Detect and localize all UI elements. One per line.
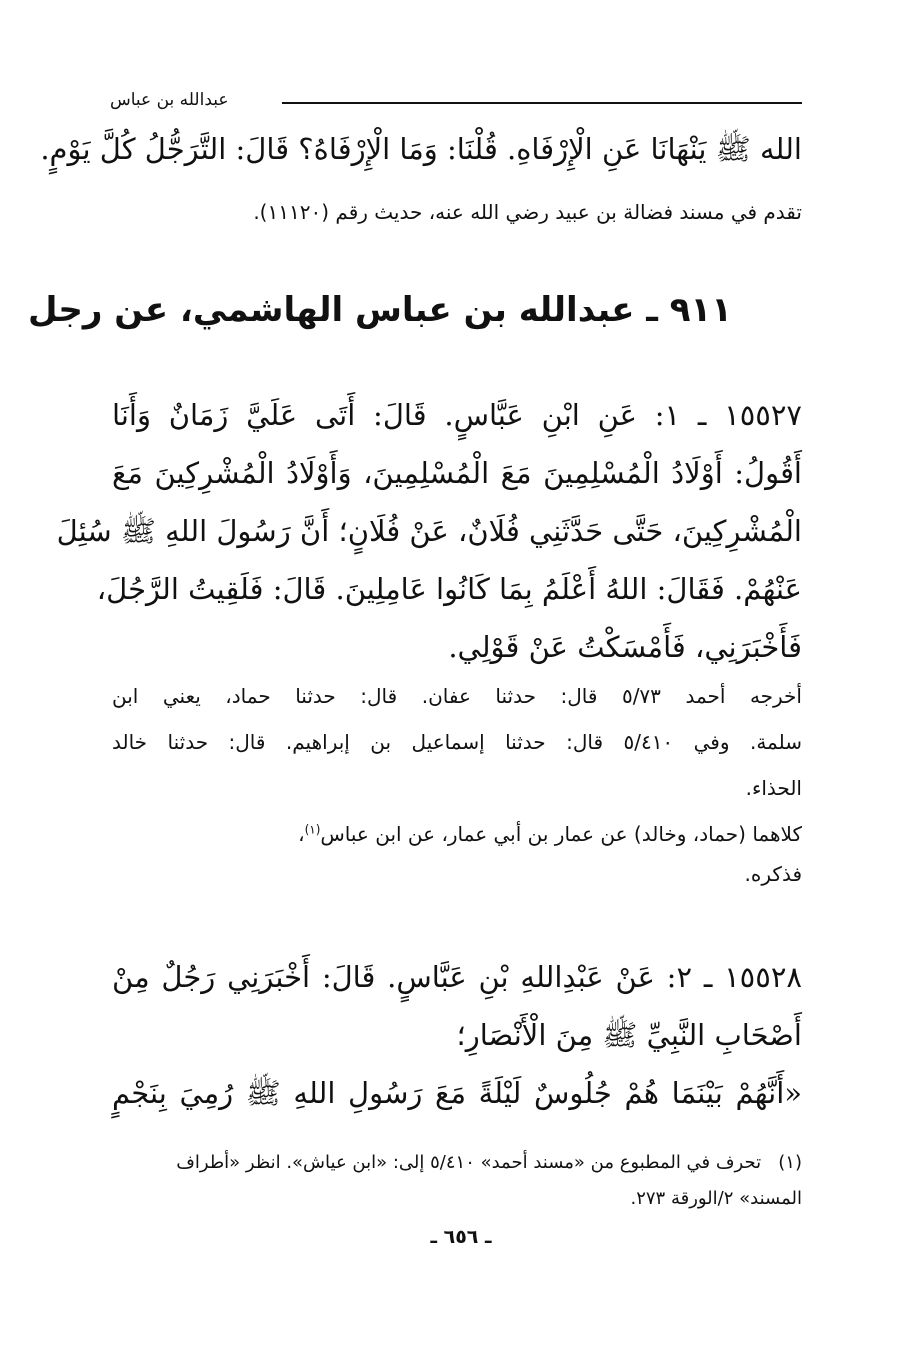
comma-mark: ، [298, 822, 305, 846]
running-header [110, 92, 802, 122]
takhrij-line [112, 822, 802, 846]
section-heading: ٩١١ ـ عبدالله بن عباس الهاشمي، عن رجل [28, 290, 732, 330]
takhrij-line: الحذاء. [745, 776, 802, 800]
footnote-line [112, 1188, 802, 1209]
footnote-text: المسند» ٢/الورقة ٢٧٣. [630, 1188, 802, 1209]
footnote-line [112, 1152, 802, 1173]
takhrij-line: فذكره. [744, 862, 802, 886]
footnote-marker: (١) [778, 1152, 802, 1173]
takhrij-line: أخرجه أحمد ٥/٧٣ قال: حدثنا عفان. قال: حدثنا حماد، يعني ابن [112, 684, 802, 708]
hadith-line: ١٥٥٢٧ ـ ١: عَنِ ابْنِ عَبَّاسٍ. قَالَ: أَتَى عَلَيَّ زَمَانٌ وَأَنَا [112, 398, 803, 432]
takhrij-line: سلمة. وفي ٥/٤١٠ قال: حدثنا إسماعيل بن إبراهيم. قال: حدثنا خالد [112, 730, 802, 754]
hadith-line: «أَنَّهُمْ بَيْنَمَا هُمْ جُلُوسٌ لَيْلَةً مَعَ رَسُولِ اللهِ ﷺ رُمِيَ بِنَجْمٍ [112, 1076, 802, 1110]
hadith-line: أَصْحَابِ النَّبِيِّ ﷺ مِنَ الْأَنْصَارِ؛ [456, 1018, 802, 1052]
hadith-line: أَقُولُ: أَوْلَادُ الْمُسْلِمِينَ مَعَ الْمُسْلِمِينَ، وَأَوْلَادُ الْمُشْرِكِينَ مَعَ [112, 456, 802, 490]
page-number: ـ ٦٥٦ ـ [430, 1226, 492, 1248]
hadith-line: فَأَخْبَرَنِي، فَأَمْسَكْتُ عَنْ قَوْلِي. [448, 630, 802, 664]
header-rule [282, 102, 802, 104]
continuation-line: الله ﷺ يَنْهَانَا عَنِ الْإِرْفَاهِ. قُلْنَا: وَمَا الْإِرْفَاهُ؟ قَالَ: التَّرَجُّلُ كُلَّ يَوْمٍ. [40, 132, 802, 166]
hadith-line: عَنْهُمْ. فَقَالَ: اللهُ أَعْلَمُ بِمَا كَانُوا عَامِلِينَ. قَالَ: فَلَقِيتُ الرَّجُلَ، [96, 572, 802, 606]
hadith-line: ١٥٥٢٨ ـ ٢: عَنْ عَبْدِاللهِ بْنِ عَبَّاسٍ. قَالَ: أَخْبَرَنِي رَجُلٌ مِنْ [112, 960, 802, 994]
running-title: عبدالله بن عباس [110, 90, 229, 110]
footnote-text: تحرف في المطبوع من «مسند أحمد» ٥/٤١٠ إلى: «ابن عياش». انظر «أطراف [176, 1152, 762, 1173]
hadith-line: الْمُشْرِكِينَ، حَتَّى حَدَّثَنِي فُلَانٌ، عَنْ فُلَانٍ؛ أَنَّ رَسُولَ اللهِ ﷺ سُئِلَ [56, 514, 802, 548]
takhrij-text: كلاهما (حماد، وخالد) عن عمار بن أبي عمار، عن ابن عباس [320, 822, 802, 846]
cross-reference-note: تقدم في مسند فضالة بن عبيد رضي الله عنه، حديث رقم (١١١٢٠). [253, 200, 802, 224]
footnote-reference: (١) [304, 822, 321, 837]
